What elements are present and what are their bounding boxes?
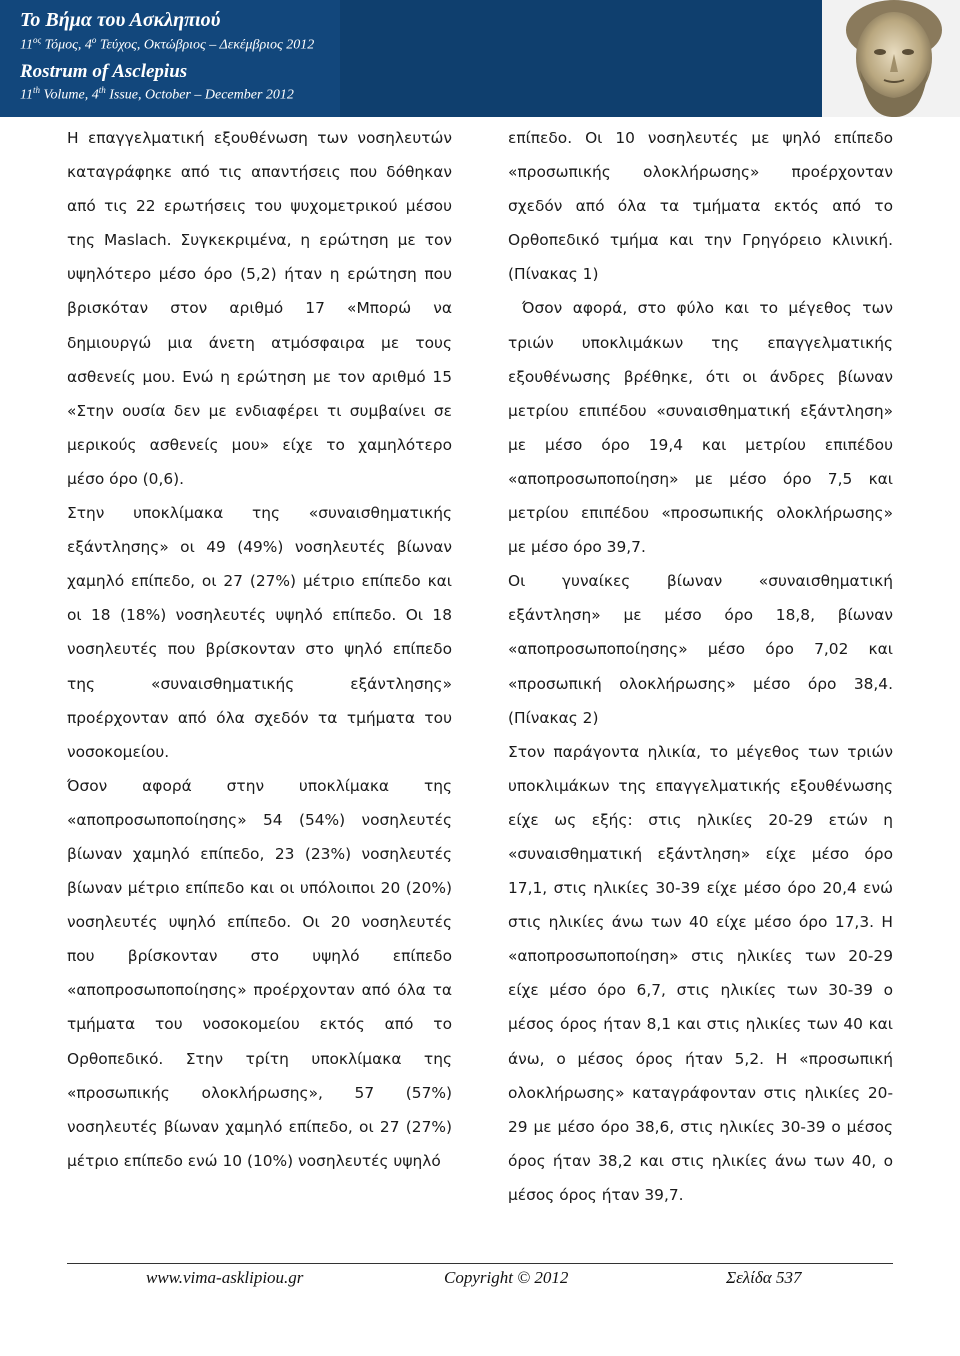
- right-text-column: [508, 121, 893, 1212]
- footer-copyright: Copyright © 2012: [444, 1268, 569, 1287]
- left-text-column: [67, 121, 452, 1178]
- paragraph: επίπεδο. Οι 10 νοσηλευτές με ψηλό επίπεδο «προσωπικής ολοκλήρωσης» προέρχονταν σχεδόν από όλα τα τμήματα εκτός από το Ορθοπεδικό τμήμα και την Γρηγόρειο κλινική. (Πίνακας 1): [508, 129, 893, 284]
- paragraph: Η επαγγελματική εξουθένωση των νοσηλευτών καταγράφηκε από τις απαντήσεις που δόθηκαν από τις 22 ερωτήσεις του ψυχομετρικού μέσου της Maslach. Συγκεκριμένα, η ερώτηση με τον υψηλότερο μέσο όρο (5,2) ήταν η ερώτηση που βρισκόταν στον αριθμό 17 «Μπορώ να δημιουργώ μια άνετη ατμόσφαιρα με τους ασθενείς μου. Ενώ η ερώτηση με τον αριθμό 15 «Στην ουσία δεν με ενδιαφέρει τι συμβαίνει σε μερικούς ασθενείς μου» είχε το χαμηλότερο μέσο όρο (0,6).: [67, 129, 452, 488]
- footer-divider: [67, 1263, 893, 1264]
- paragraph: Όσον αφορά, στο φύλο και το μέγεθος των τριών υποκλιμάκων της επαγγελματικής εξουθένωσης βρέθηκε, ότι οι άνδρες βίωναν μετρίου επιπέδου «συναισθηματική εξάντληση» με μέσο όρο 19,4 και μετρίου επιπέδου «αποπροσωποποίηση» με μέσο όρο 7,5 και μετρίου επιπέδου «προσωπικής ολοκλήρωσης» με μέσο όρο 39,7.: [508, 299, 893, 557]
- journal-title-english: Rostrum of Asclepius: [20, 61, 188, 82]
- footer-website[interactable]: www.vima-asklipiou.gr: [146, 1268, 304, 1287]
- journal-title-greek: Το Βήμα του Ασκληπιού: [20, 9, 221, 31]
- paragraph: Οι γυναίκες βίωναν «συναισθηματική εξάντληση» με μέσο όρο 18,8, βίωναν «αποπροσωποποίησης» μέσο όρο 7,02 και «προσωπική ολοκλήρωσης» μέσο όρο 38,4. (Πίνακας 2): [508, 572, 893, 727]
- paragraph: Όσον αφορά στην υποκλίμακα της «αποπροσωποποίησης» 54 (54%) νοσηλευτές βίωναν χαμηλό επίπεδο, 23 (23%) νοσηλευτές βίωναν μέτριο επίπεδο και οι υπόλοιποι 20 (20%) νοσηλευτές υψηλό επίπεδο. Οι 20 νοσηλευτές που βρίσκονταν στο υψηλό επίπεδο «αποπροσωποποίησης» προέρχονταν από όλα τα τμήματα του νοσοκομείου εκτός από το Ορθοπεδικό. Στην τρίτη υποκλίμακα της «προσωπικής ολοκλήρωσης», 57 (57%) νοσηλευτές βίωναν χαμηλό επίπεδο, οι 27 (27%) μέτριο επίπεδο ενώ 10 (10%) νοσηλευτές υψηλό: [67, 776, 452, 1170]
- page-header: [0, 0, 960, 117]
- paragraph: Στον παράγοντα ηλικία, το μέγεθος των τριών υποκλιμάκων της επαγγελματικής εξουθένωσης είχε ως εξής: στις ηλικίες 20-29 ετών η «συναισθηματική εξάντληση» είχε μέσο όρο 17,1, στις ηλικίες 30-39 είχε μέσο όρο 20,4 ενώ στις ηλικίες άνω των 40 είχε μέσο όρο 17,3. Η «αποπροσωποποίηση» στις ηλικίες των 20-29 είχε μέσο όρο 6,7, στις ηλικίες των 30-39 ο μέσος όρος ήταν 8,1 και στις ηλικίες των 40 και άνω, ο μέσος όρος ήταν 5,2. Η «προσωπική ολοκλήρωσης» καταγράφονταν στις ηλικίες 20-29 με μέσο όρο 38,6, στις ηλικίες 30-39 ο μέσος όρος ήταν 38,2 και στις ηλικίες άνω των 40, ο μέσος όρος ήταν 39,7.: [508, 742, 893, 1204]
- paragraph: Στην υποκλίμακα της «συναισθηματικής εξάντλησης» οι 49 (49%) νοσηλευτές βίωναν χαμηλό επίπεδο, οι 27 (27%) μέτριο επίπεδο και οι 18 (18%) νοσηλευτές υψηλό επίπεδο. Οι 18 νοσηλευτές που βρίσκονταν στο ψηλό επίπεδο της «συναισθηματικής εξάντλησης» προέρχονταν από όλα σχεδόν τα τμήματα του νοσοκομείου.: [67, 504, 452, 761]
- footer-page-number: Σελίδα 537: [726, 1268, 802, 1287]
- asclepius-bust-icon: [822, 0, 960, 117]
- issue-info-greek: $11^{o\varsigma}$ Τόμος, $4^o$ Τεύχος, Οκτώβριος – Δεκέμβριος 2012: [20, 35, 315, 53]
- issue-info-english: 11th Volume, 4th Issue, October – December 2012: [20, 85, 294, 103]
